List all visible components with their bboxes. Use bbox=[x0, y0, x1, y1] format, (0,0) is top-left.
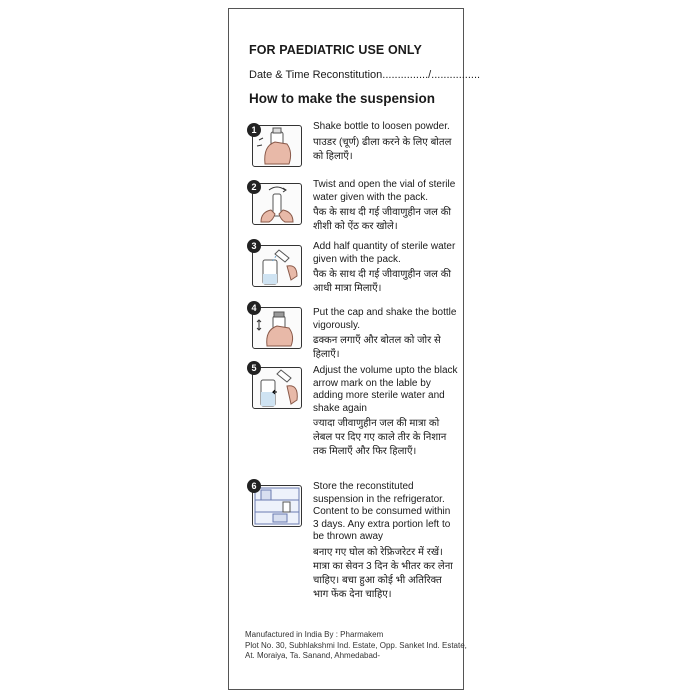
step-text-en: Add half quantity of sterile water given with the pack. bbox=[313, 241, 456, 265]
step-text-en: Shake bottle to loosen powder. bbox=[313, 121, 450, 132]
cap-shake-icon bbox=[252, 307, 302, 349]
step-text-hi: पैक के साथ दी गई जीवाणुहीन जल की शीशी को ऐंठ कर खोले। bbox=[313, 207, 451, 232]
step-number: 3 bbox=[247, 239, 261, 253]
step-number: 4 bbox=[247, 301, 261, 315]
address-line: Plot No. 30, Subhlakshmi Ind. Estate, Opp. Sanket Ind. Estate, bbox=[245, 640, 467, 650]
step-number: 2 bbox=[247, 180, 261, 194]
manufacturer-line: Manufactured in India By : Pharmakem bbox=[245, 630, 384, 639]
manufacturer-info bbox=[245, 630, 467, 662]
step-text-hi: पैक के साथ दी गई जीवाणुहीन जल की आधी मात्रा मिलाएँ। bbox=[313, 269, 451, 294]
instruction-leaflet bbox=[228, 8, 481, 690]
step-number: 6 bbox=[247, 479, 261, 493]
step-text-hi: बनाए गए घोल को रेफ्रिजरेटर में रखें। मात्रा का सेवन 3 दिन के भीतर कर लेना चाहिए। बचा हुआ कोई भी अतिरिक्त भाग फेंक देना चाहिए। bbox=[313, 546, 453, 600]
step-text-en: Put the cap and shake the bottle vigorously. bbox=[313, 307, 457, 331]
adjust-volume-icon bbox=[252, 367, 302, 409]
step-number: 1 bbox=[247, 123, 261, 137]
step-text-en: Store the reconstituted suspension in the refrigerator. Content to be consumed within 3 days. Any extra portion left to be thrown away bbox=[313, 481, 451, 542]
step-text-hi: ज्यादा जीवाणुहीन जल की मात्रा को लेबल पर दिए गए काले तीर के निशान तक मिलाएँ और फिर हिलाएँ। bbox=[313, 418, 447, 457]
suspension-heading: How to make the suspension bbox=[249, 91, 436, 106]
step-text-en: Twist and open the vial of sterile water given with the pack. bbox=[313, 179, 456, 203]
reconstitution-date-line: Date & Time Reconstitution.............../................ bbox=[249, 69, 481, 81]
refrigerator-icon bbox=[252, 485, 302, 527]
step-text-en: Adjust the volume upto the black arrow mark on the lable by adding more sterile water and shake again bbox=[313, 365, 458, 414]
pour-water-icon bbox=[252, 245, 302, 287]
step-text-hi: ढक्कन लगाएँ और बोतल को जोर से हिलाएँ। bbox=[313, 335, 441, 360]
address-line: At. Moraiya, Ta. Sanand, Ahmedabad- bbox=[245, 651, 381, 660]
step-text-hi: पाउडर (चूर्ण) ढीला करने के लिए बोतल को हिलाएँ। bbox=[313, 136, 452, 162]
step-number: 5 bbox=[247, 361, 261, 375]
paediatric-use-title: FOR PAEDIATRIC USE ONLY bbox=[249, 43, 422, 57]
